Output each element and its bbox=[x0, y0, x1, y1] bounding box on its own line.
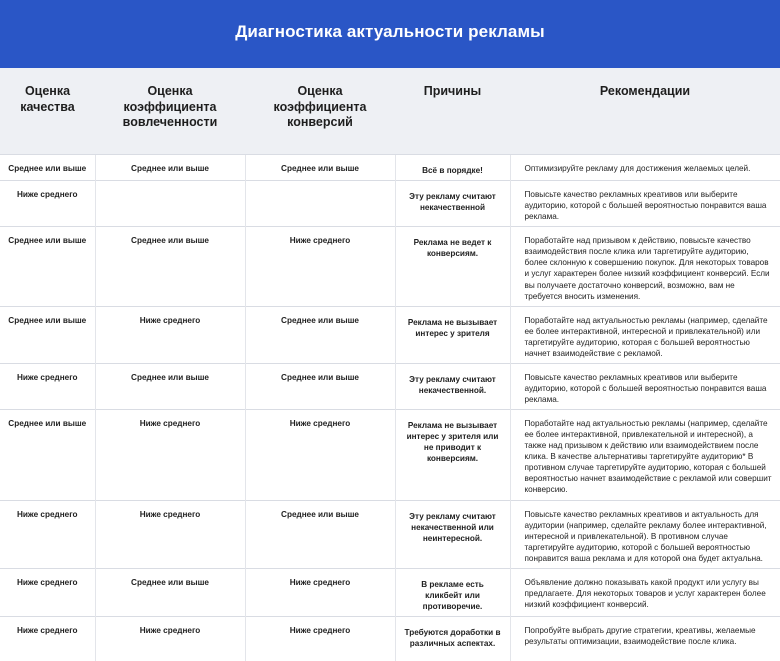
page-title: Диагностика актуальности рекламы bbox=[235, 22, 545, 41]
engagement-cell: Среднее или выше bbox=[95, 227, 245, 306]
conversion-cell: Ниже среднего bbox=[245, 568, 395, 616]
engagement-cell: Среднее или выше bbox=[95, 568, 245, 616]
header-conversion: Оценка коэффициента конверсий bbox=[245, 68, 395, 155]
table-row bbox=[0, 410, 780, 500]
engagement-cell: Среднее или выше bbox=[95, 155, 245, 181]
engagement-cell: Ниже среднего bbox=[95, 500, 245, 568]
engagement-cell bbox=[95, 181, 245, 227]
table-row bbox=[0, 568, 780, 616]
recommendation-cell: Поработайте над актуальностью рекламы (например, сделайте ее более интерактивной, интересной и привлекательной) или таргетируйте аудиторию, которая с большей вероятностью начнет взаимодействие с рекламой. bbox=[510, 306, 780, 363]
header-engagement: Оценка коэффициента вовлеченности bbox=[95, 68, 245, 155]
recommendation-cell: Объявление должно показывать какой продукт или услугу вы предлагаете. Для некоторых товаров и услуг характерен более низкий коэффициент конверсий. bbox=[510, 568, 780, 616]
table-row bbox=[0, 155, 780, 181]
quality-cell: Среднее или выше bbox=[0, 155, 95, 181]
table-row bbox=[0, 306, 780, 363]
reason-cell: Эту рекламу считают некачественной. bbox=[395, 363, 510, 409]
table-body bbox=[0, 155, 780, 661]
recommendation-cell: Поработайте над призывом к действию, повысьте качество взаимодействия после клика или таргетируйте аудиторию, более склонную к совершению покупок. Для некоторых товаров и услуг характерен более низкий коэффициент конверсий. Если вы получаете достаточно конверсий, возможно, вам не требуется вносить изменения. bbox=[510, 227, 780, 306]
recommendation-cell: Повысьте качество рекламных креативов или выберите аудиторию, которой с большей вероятностью понравится ваша реклама. bbox=[510, 363, 780, 409]
conversion-cell: Среднее или выше bbox=[245, 500, 395, 568]
header-recommendations: Рекомендации bbox=[510, 68, 780, 155]
quality-cell: Среднее или выше bbox=[0, 306, 95, 363]
conversion-cell: Ниже среднего bbox=[245, 410, 395, 500]
header-quality: Оценка качества bbox=[0, 68, 95, 155]
reason-cell: Реклама не вызывает интерес у зрителя bbox=[395, 306, 510, 363]
reason-cell: Всё в порядке! bbox=[395, 155, 510, 181]
recommendation-cell: Оптимизируйте рекламу для достижения желаемых целей. bbox=[510, 155, 780, 181]
conversion-cell: Среднее или выше bbox=[245, 306, 395, 363]
recommendation-cell: Повысьте качество рекламных креативов и актуальность для аудитории (например, сделайте рекламу более интерактивной, интересной и привлекательной). В противном случае таргетируйте аудиторию, которой с большей вероятностью понравится ваша реклама и для которой она будет актуальна. bbox=[510, 500, 780, 568]
header-row bbox=[0, 68, 780, 155]
conversion-cell: Среднее или выше bbox=[245, 155, 395, 181]
reason-cell: Реклама не ведет к конверсиям. bbox=[395, 227, 510, 306]
reason-cell: Эту рекламу считают некачественной bbox=[395, 181, 510, 227]
quality-cell: Ниже среднего bbox=[0, 568, 95, 616]
reason-cell: Требуются доработки в различных аспектах. bbox=[395, 617, 510, 661]
page-header bbox=[0, 0, 780, 68]
conversion-cell bbox=[245, 181, 395, 227]
quality-cell: Ниже среднего bbox=[0, 500, 95, 568]
recommendation-cell: Повысьте качество рекламных креативов или выберите аудиторию, которой с большей вероятностью понравится ваша реклама. bbox=[510, 181, 780, 227]
diagnostics-table bbox=[0, 68, 780, 661]
engagement-cell: Среднее или выше bbox=[95, 363, 245, 409]
table-header bbox=[0, 68, 780, 155]
table-row bbox=[0, 617, 780, 661]
reason-cell: В рекламе есть кликбейт или противоречие. bbox=[395, 568, 510, 616]
conversion-cell: Среднее или выше bbox=[245, 363, 395, 409]
reason-cell: Эту рекламу считают некачественной или неинтересной. bbox=[395, 500, 510, 568]
quality-cell: Среднее или выше bbox=[0, 410, 95, 500]
table-row bbox=[0, 500, 780, 568]
quality-cell: Ниже среднего bbox=[0, 617, 95, 661]
engagement-cell: Ниже среднего bbox=[95, 410, 245, 500]
header-reasons: Причины bbox=[395, 68, 510, 155]
engagement-cell: Ниже среднего bbox=[95, 617, 245, 661]
table-row bbox=[0, 227, 780, 306]
recommendation-cell: Поработайте над актуальностью рекламы (например, сделайте ее более интерактивной, привлекательной и интересной), а также над призывом к действию или взаимодействием после клика. В качестве альтернативы таргетируйте аудиторию* В противном случае таргетируйте аудиторию, которая с большей вероятностью начнет взаимодействие с рекламой или совершит конверсию. bbox=[510, 410, 780, 500]
conversion-cell: Ниже среднего bbox=[245, 227, 395, 306]
engagement-cell: Ниже среднего bbox=[95, 306, 245, 363]
quality-cell: Ниже среднего bbox=[0, 363, 95, 409]
quality-cell: Среднее или выше bbox=[0, 227, 95, 306]
conversion-cell: Ниже среднего bbox=[245, 617, 395, 661]
reason-cell: Реклама не вызывает интерес у зрителя или не приводит к конверсиям. bbox=[395, 410, 510, 500]
quality-cell: Ниже среднего bbox=[0, 181, 95, 227]
table-row bbox=[0, 181, 780, 227]
table-row bbox=[0, 363, 780, 409]
recommendation-cell: Попробуйте выбрать другие стратегии, креативы, желаемые результаты оптимизации, взаимодействие после клика. bbox=[510, 617, 780, 661]
